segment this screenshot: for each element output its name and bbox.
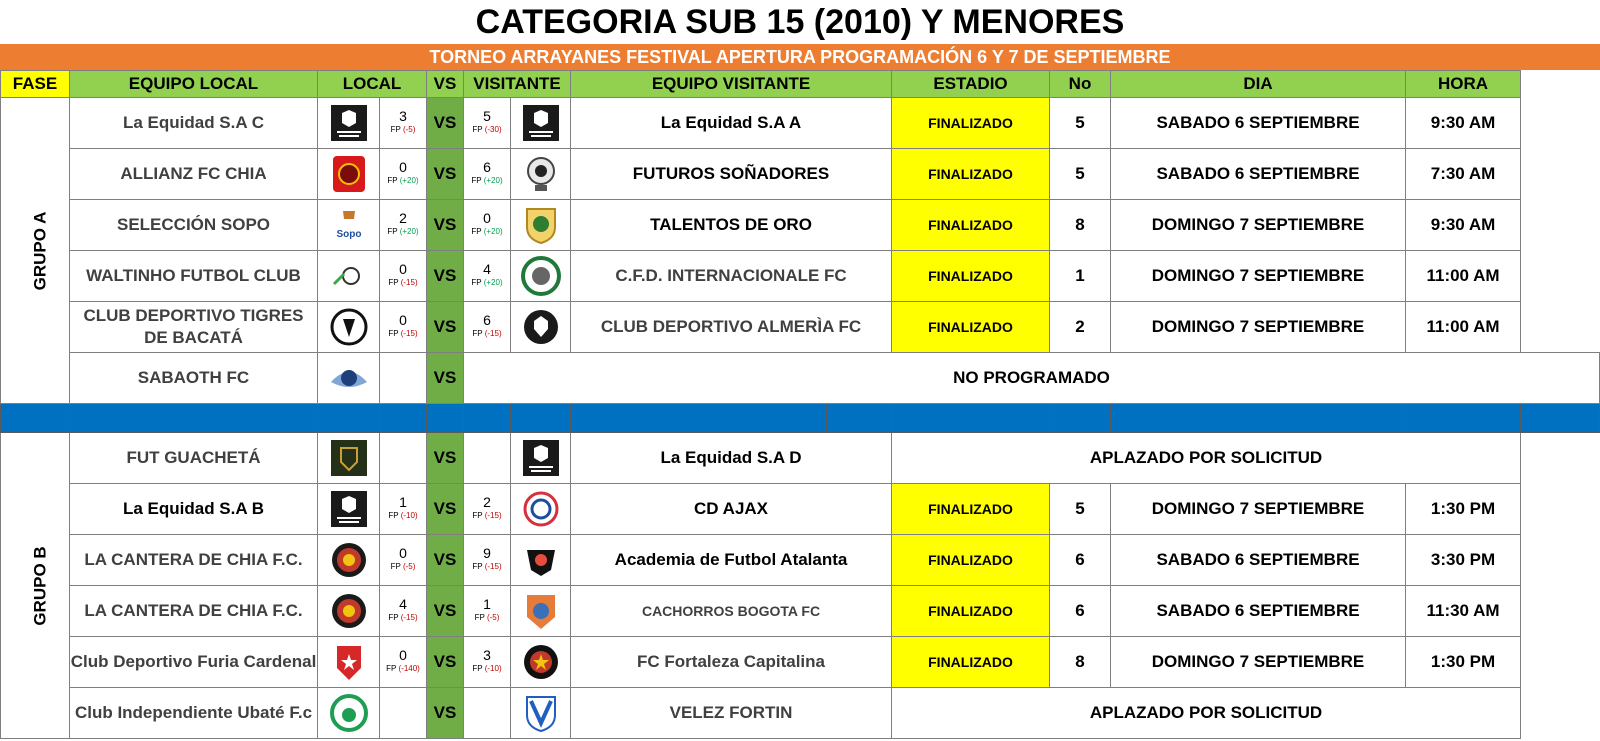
match-day: DOMINGO 7 SEPTIEMBRE	[1111, 637, 1406, 688]
away-score-cell	[464, 433, 511, 484]
header-home-team: EQUIPO LOCAL	[70, 71, 318, 98]
away-team: La Equidad S.A D	[571, 433, 892, 484]
away-logo-cell	[511, 98, 571, 149]
match-status: FINALIZADO	[892, 251, 1050, 302]
vs-cell: VS	[427, 688, 464, 739]
match-row	[1, 484, 1600, 535]
away-score: 6	[483, 312, 491, 328]
separator-cell	[827, 404, 892, 433]
fp-label: FP	[474, 613, 485, 622]
home-score: 3	[399, 108, 407, 124]
fp-label: FP	[472, 329, 483, 338]
home-fair-play	[380, 560, 426, 573]
home-logo-cell	[318, 98, 380, 149]
vs-cell: VS	[427, 98, 464, 149]
away-fair-play	[464, 174, 510, 187]
home-fair-play	[380, 509, 426, 522]
away-fair-play	[464, 611, 510, 624]
away-score-cell	[464, 586, 511, 637]
home-team: FUT GUACHETÁ	[70, 433, 318, 484]
match-hour: 3:30 PM	[1406, 535, 1521, 586]
header-day: DIA	[1111, 71, 1406, 98]
fp-label: FP	[472, 125, 483, 134]
home-fair-play	[380, 276, 426, 289]
sopo-icon	[329, 205, 369, 245]
header-fase: FASE	[1, 71, 70, 98]
match-row	[1, 637, 1600, 688]
fp-label: FP	[472, 664, 483, 673]
home-team: CLUB DEPORTIVO TIGRES DE BACATÁ	[70, 302, 318, 353]
home-fair-play	[380, 225, 426, 238]
match-day: DOMINGO 7 SEPTIEMBRE	[1111, 302, 1406, 353]
match-row	[1, 433, 1600, 484]
separator-cell	[464, 404, 511, 433]
fp-value: (-15)	[484, 511, 502, 520]
ajax-icon	[521, 489, 561, 529]
separator-cell	[892, 404, 1050, 433]
match-hour: 9:30 AM	[1406, 98, 1521, 149]
match-hour: 7:30 AM	[1406, 149, 1521, 200]
away-logo-cell	[511, 200, 571, 251]
vs-cell: VS	[427, 637, 464, 688]
fp-value: (+20)	[483, 278, 503, 287]
fp-value: (-30)	[484, 125, 502, 134]
away-logo-cell	[511, 586, 571, 637]
home-fair-play	[380, 174, 426, 187]
away-logo-cell	[511, 251, 571, 302]
vs-cell: VS	[427, 149, 464, 200]
home-team: SABAOTH FC	[70, 353, 318, 404]
home-fair-play	[380, 662, 426, 675]
group-separator	[1, 404, 1600, 433]
home-logo-cell	[318, 484, 380, 535]
home-score: 4	[399, 596, 407, 612]
separator-cell	[1050, 404, 1111, 433]
match-day: SABADO 6 SEPTIEMBRE	[1111, 586, 1406, 637]
vs-cell: VS	[427, 433, 464, 484]
match-row	[1, 586, 1600, 637]
fp-label: FP	[388, 278, 399, 287]
home-score-cell	[380, 535, 427, 586]
home-logo-cell	[318, 302, 380, 353]
match-row	[1, 353, 1600, 404]
match-day: DOMINGO 7 SEPTIEMBRE	[1111, 200, 1406, 251]
home-score: 0	[399, 261, 407, 277]
match-hour: 11:00 AM	[1406, 251, 1521, 302]
match-row	[1, 98, 1600, 149]
group-label: GRUPO B	[30, 545, 50, 626]
separator-cell	[1, 404, 70, 433]
match-status: FINALIZADO	[892, 484, 1050, 535]
away-team: FUTUROS SOÑADORES	[571, 149, 892, 200]
header-hour: HORA	[1406, 71, 1521, 98]
match-status: FINALIZADO	[892, 535, 1050, 586]
match-status: FINALIZADO	[892, 98, 1050, 149]
match-row	[1, 200, 1600, 251]
away-score: 3	[483, 647, 491, 663]
home-score: 0	[399, 647, 407, 663]
away-logo-cell	[511, 302, 571, 353]
fp-label: FP	[387, 227, 398, 236]
match-day: DOMINGO 7 SEPTIEMBRE	[1111, 484, 1406, 535]
match-hour: 11:00 AM	[1406, 302, 1521, 353]
away-fair-play	[464, 560, 510, 573]
away-team: VELEZ FORTIN	[571, 688, 892, 739]
away-team: FC Fortaleza Capitalina	[571, 637, 892, 688]
home-team: LA CANTERA DE CHIA F.C.	[70, 535, 318, 586]
header-stadium: ESTADIO	[892, 71, 1050, 98]
home-score-cell	[380, 586, 427, 637]
fp-label: FP	[390, 125, 401, 134]
away-score: 2	[483, 494, 491, 510]
match-note: APLAZADO POR SOLICITUD	[892, 688, 1521, 739]
match-row	[1, 302, 1600, 353]
home-score: 2	[399, 210, 407, 226]
velez-icon	[521, 693, 561, 733]
away-score: 0	[483, 210, 491, 226]
home-logo-cell	[318, 433, 380, 484]
fp-label: FP	[388, 613, 399, 622]
internacionale-icon	[521, 256, 561, 296]
logo-text: Sopo	[336, 229, 361, 240]
home-score-cell	[380, 637, 427, 688]
program-formacion-icon	[329, 103, 369, 143]
away-team: Academia de Futbol Atalanta	[571, 535, 892, 586]
home-team: Club Deportivo Furia Cardenal	[70, 637, 318, 688]
header-local: LOCAL	[318, 71, 427, 98]
match-hour: 9:30 AM	[1406, 200, 1521, 251]
home-score: 0	[399, 312, 407, 328]
match-day: SABADO 6 SEPTIEMBRE	[1111, 98, 1406, 149]
away-score: 9	[483, 545, 491, 561]
field-number: 1	[1050, 251, 1111, 302]
vs-cell: VS	[427, 251, 464, 302]
home-score-cell	[380, 149, 427, 200]
match-status: FINALIZADO	[892, 302, 1050, 353]
fp-value: (+20)	[399, 227, 419, 236]
fp-label: FP	[388, 329, 399, 338]
separator-cell	[1406, 404, 1521, 433]
fp-value: (-5)	[402, 125, 416, 134]
cantera-chia-icon	[329, 540, 369, 580]
field-number: 6	[1050, 535, 1111, 586]
fp-label: FP	[471, 227, 482, 236]
waltinho-icon	[329, 256, 369, 296]
header-vs: VS	[427, 71, 464, 98]
away-score: 6	[483, 159, 491, 175]
furia-cardenal-icon	[329, 642, 369, 682]
independiente-ubate-icon	[329, 693, 369, 733]
away-score-cell	[464, 98, 511, 149]
tigres-bacata-icon	[329, 307, 369, 347]
separator-cell	[380, 404, 427, 433]
match-hour: 11:30 AM	[1406, 586, 1521, 637]
home-score: 0	[399, 545, 407, 561]
home-logo-cell	[318, 535, 380, 586]
separator-cell	[1521, 404, 1600, 433]
fp-label: FP	[386, 664, 397, 673]
home-team: SELECCIÓN SOPO	[70, 200, 318, 251]
group-b-label	[1, 433, 70, 739]
match-status: FINALIZADO	[892, 637, 1050, 688]
home-fair-play	[380, 327, 426, 340]
home-fair-play	[380, 123, 426, 136]
away-logo-cell	[511, 433, 571, 484]
fp-value: (+20)	[399, 176, 419, 185]
almeria-icon	[521, 307, 561, 347]
header-no: No	[1050, 71, 1111, 98]
match-row	[1, 251, 1600, 302]
field-number: 8	[1050, 637, 1111, 688]
away-logo-cell	[511, 535, 571, 586]
away-logo-cell	[511, 484, 571, 535]
field-number: 6	[1050, 586, 1111, 637]
match-note: NO PROGRAMADO	[464, 353, 1600, 404]
field-number: 8	[1050, 200, 1111, 251]
guacheta-icon	[329, 438, 369, 478]
fortaleza-icon	[521, 642, 561, 682]
fp-value: (-15)	[484, 562, 502, 571]
fp-value: (-15)	[400, 278, 418, 287]
futuros-sonadores-icon	[521, 154, 561, 194]
group-a-label	[1, 98, 70, 404]
sabaoth-icon	[329, 358, 369, 398]
fixtures-body	[1, 98, 1600, 739]
program-formacion-icon	[521, 103, 561, 143]
header-away-team: EQUIPO VISITANTE	[571, 71, 892, 98]
home-score-cell	[380, 688, 427, 739]
home-score-cell	[380, 433, 427, 484]
fp-value: (-5)	[402, 562, 416, 571]
field-number: 2	[1050, 302, 1111, 353]
cantera-chia-icon	[329, 591, 369, 631]
fp-label: FP	[471, 176, 482, 185]
away-logo-cell	[511, 149, 571, 200]
home-score-cell	[380, 200, 427, 251]
program-formacion-icon	[329, 489, 369, 529]
home-team: La Equidad S.A C	[70, 98, 318, 149]
away-score-cell	[464, 688, 511, 739]
away-score: 5	[483, 108, 491, 124]
program-formacion-icon	[521, 438, 561, 478]
header-row	[1, 71, 1600, 98]
fp-label: FP	[472, 562, 483, 571]
home-team: La Equidad S.A B	[70, 484, 318, 535]
match-day: DOMINGO 7 SEPTIEMBRE	[1111, 251, 1406, 302]
home-score-cell	[380, 302, 427, 353]
separator-cell	[571, 404, 827, 433]
separator-cell	[318, 404, 380, 433]
fp-label: FP	[471, 278, 482, 287]
away-score-cell	[464, 302, 511, 353]
home-fair-play	[380, 611, 426, 624]
talentos-oro-icon	[521, 205, 561, 245]
fp-value: (-15)	[400, 329, 418, 338]
home-logo-cell	[318, 637, 380, 688]
away-fair-play	[464, 225, 510, 238]
away-team: CLUB DEPORTIVO ALMERÌA FC	[571, 302, 892, 353]
match-hour: 1:30 PM	[1406, 637, 1521, 688]
away-score: 4	[483, 261, 491, 277]
match-row	[1, 535, 1600, 586]
home-logo-cell	[318, 251, 380, 302]
fp-value: (-10)	[400, 511, 418, 520]
home-logo-cell	[318, 353, 380, 404]
home-logo-cell	[318, 688, 380, 739]
away-logo-cell	[511, 688, 571, 739]
match-status: FINALIZADO	[892, 200, 1050, 251]
away-score-cell	[464, 637, 511, 688]
fp-label: FP	[472, 511, 483, 520]
fp-value: (-15)	[484, 329, 502, 338]
away-score-cell	[464, 251, 511, 302]
away-fair-play	[464, 123, 510, 136]
away-fair-play	[464, 327, 510, 340]
away-team: La Equidad S.A A	[571, 98, 892, 149]
fp-label: FP	[387, 176, 398, 185]
away-score-cell	[464, 149, 511, 200]
fp-value: (+20)	[483, 176, 503, 185]
home-team: LA CANTERA DE CHIA F.C.	[70, 586, 318, 637]
atalanta-icon	[521, 540, 561, 580]
away-fair-play	[464, 662, 510, 675]
cachorros-icon	[521, 591, 561, 631]
fp-label: FP	[390, 562, 401, 571]
fp-value: (-15)	[400, 613, 418, 622]
match-row	[1, 688, 1600, 739]
away-team: CD AJAX	[571, 484, 892, 535]
home-score: 1	[399, 494, 407, 510]
vs-cell: VS	[427, 353, 464, 404]
home-score-cell	[380, 98, 427, 149]
home-team: WALTINHO FUTBOL CLUB	[70, 251, 318, 302]
fp-value: (-10)	[484, 664, 502, 673]
match-status: FINALIZADO	[892, 586, 1050, 637]
away-fair-play	[464, 509, 510, 522]
away-logo-cell	[511, 637, 571, 688]
vs-cell: VS	[427, 484, 464, 535]
match-day: SABADO 6 SEPTIEMBRE	[1111, 149, 1406, 200]
home-team: ALLIANZ FC CHIA	[70, 149, 318, 200]
match-day: SABADO 6 SEPTIEMBRE	[1111, 535, 1406, 586]
away-team: CACHORROS BOGOTA FC	[571, 586, 892, 637]
field-number: 5	[1050, 484, 1111, 535]
page-title: CATEGORIA SUB 15 (2010) Y MENORES	[475, 3, 1125, 41]
vs-cell: VS	[427, 302, 464, 353]
fp-label: FP	[388, 511, 399, 520]
away-fair-play	[464, 276, 510, 289]
home-score-cell	[380, 251, 427, 302]
match-status: FINALIZADO	[892, 149, 1050, 200]
away-score-cell	[464, 535, 511, 586]
home-score-cell	[380, 353, 427, 404]
field-number: 5	[1050, 98, 1111, 149]
separator-cell	[70, 404, 318, 433]
home-team: Club Independiente Ubaté F.c	[70, 688, 318, 739]
home-logo-cell	[318, 149, 380, 200]
away-team: TALENTOS DE ORO	[571, 200, 892, 251]
separator-cell	[1111, 404, 1406, 433]
away-score: 1	[483, 596, 491, 612]
vs-cell: VS	[427, 586, 464, 637]
vs-cell: VS	[427, 200, 464, 251]
home-logo-cell	[318, 586, 380, 637]
fp-value: (-140)	[398, 664, 420, 673]
home-score: 0	[399, 159, 407, 175]
fixtures-table	[0, 70, 1600, 739]
away-score-cell	[464, 484, 511, 535]
header-visitante: VISITANTE	[464, 71, 571, 98]
allianz-chia-icon	[329, 154, 369, 194]
fp-value: (+20)	[483, 227, 503, 236]
tournament-subtitle: TORNEO ARRAYANES FESTIVAL APERTURA PROGRAMACIÓN 6 Y 7 DE SEPTIEMBRE	[0, 44, 1600, 70]
separator-cell	[511, 404, 571, 433]
field-number: 5	[1050, 149, 1111, 200]
home-score-cell	[380, 484, 427, 535]
match-hour: 1:30 PM	[1406, 484, 1521, 535]
match-row	[1, 149, 1600, 200]
away-score-cell	[464, 200, 511, 251]
home-logo-cell	[318, 200, 380, 251]
group-label: GRUPO A	[30, 211, 50, 290]
separator-cell	[427, 404, 464, 433]
vs-cell: VS	[427, 535, 464, 586]
fp-value: (-5)	[486, 613, 500, 622]
match-note: APLAZADO POR SOLICITUD	[892, 433, 1521, 484]
away-team: C.F.D. INTERNACIONALE FC	[571, 251, 892, 302]
